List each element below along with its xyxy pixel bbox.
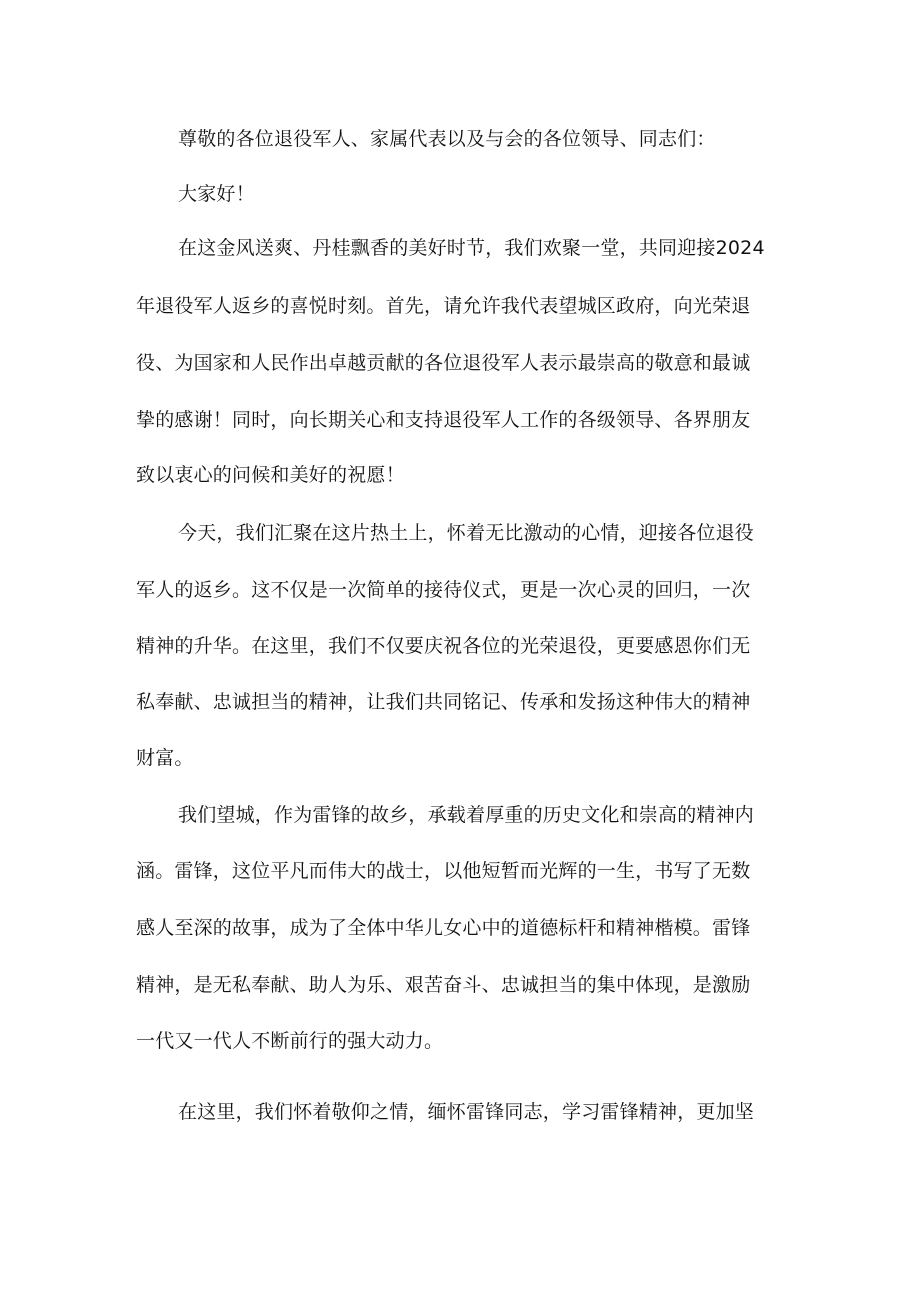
paragraph-line: 挚的感谢！同时，向长期关心和支持退役军人工作的各级领导、各界朋友 [136,409,751,431]
paragraph-line: 精神，是无私奉献、助人为乐、艰苦奋斗、忠诚担当的集中体现，是激励 [136,974,751,996]
paragraph-line: 一代又一代人不断前行的强大动力。 [136,1030,444,1052]
paragraph-line: 我们望城，作为雷锋的故乡，承载着厚重的历史文化和崇高的精神内 [178,804,755,826]
greeting: 大家好！ [178,183,255,205]
paragraph-line: 今天，我们汇聚在这片热土上，怀着无比激动的心情，迎接各位退役 [178,522,755,544]
salutation: 尊敬的各位退役军人、家属代表以及与会的各位领导、同志们： [178,128,716,150]
paragraph-line: 精神的升华。在这里，我们不仅要庆祝各位的光荣退役，更要感恩你们无 [136,635,751,657]
paragraph-line: 财富。 [136,747,194,769]
paragraph-line: 感人至深的故事，成为了全体中华儿女心中的道德标杆和精神楷模。雷锋 [136,917,751,939]
paragraph-line: 年退役军人返乡的喜悦时刻。首先，请允许我代表望城区政府，向光荣退 [136,295,751,317]
paragraph-line: 在这金风送爽、丹桂飘香的美好时节，我们欢聚一堂，共同迎接2024 [178,237,765,259]
paragraph-line: 涵。雷锋，这位平凡而伟大的战士，以他短暂而光辉的一生，书写了无数 [136,860,751,882]
paragraph-line: 军人的返乡。这不仅是一次简单的接待仪式，更是一次心灵的回归，一次 [136,579,751,601]
paragraph-line: 私奉献、忠诚担当的精神，让我们共同铭记、传承和发扬这种伟大的精神 [136,691,751,713]
paragraph-line: 役、为国家和人民作出卓越贡献的各位退役军人表示最崇高的敬意和最诚 [136,352,751,374]
paragraph-line: 在这里，我们怀着敬仰之情，缅怀雷锋同志，学习雷锋精神，更加坚 [178,1101,755,1123]
paragraph-line: 致以衷心的问候和美好的祝愿！ [136,464,405,486]
